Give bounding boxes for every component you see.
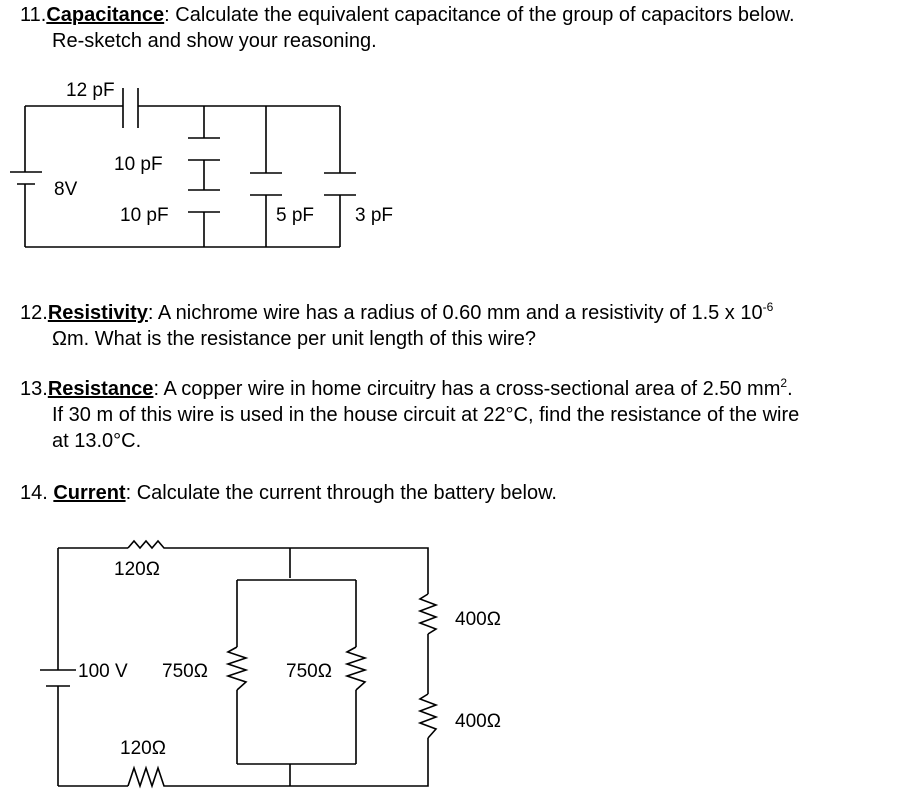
resistor-400-top-zigzag	[420, 594, 436, 634]
capacitor-circuit	[0, 0, 910, 300]
question-14	[20, 480, 557, 506]
label-battery-8v: 8V	[54, 179, 78, 200]
label-750-mid: 750Ω	[286, 661, 332, 682]
question-text-cont: If 30 m of this wire is used in the house circuit at 22°C, find the resistance of the wire	[52, 404, 800, 426]
wire	[58, 548, 428, 594]
question-text: : Calculate the current through the battery below.	[125, 482, 557, 504]
resistor-750-left-zigzag	[228, 647, 246, 690]
question-keyword: Resistance	[47, 378, 154, 400]
resistor-750-mid-zigzag	[347, 647, 365, 690]
question-number: 13.	[20, 378, 48, 400]
label-3pf: 3 pF	[355, 205, 394, 226]
label-10pf-lower: 10 pF	[120, 205, 169, 226]
label-12pf: 12 pF	[66, 80, 115, 101]
question-12	[20, 300, 773, 352]
label-400-top: 400Ω	[455, 609, 501, 630]
exponent: 2	[780, 376, 788, 390]
question-text: : A copper wire in home circuitry has a cross-sectional area of 2.50 mm	[153, 378, 781, 400]
label-battery-100v: 100 V	[78, 661, 128, 682]
resistor-120-bottom-zigzag	[128, 768, 168, 786]
wire	[237, 548, 356, 786]
question-13	[20, 376, 799, 454]
label-120-top: 120Ω	[114, 559, 160, 580]
label-400-bottom: 400Ω	[455, 711, 501, 732]
battery-symbol	[10, 172, 42, 184]
question-keyword: Capacitance	[46, 4, 165, 26]
question-text: : Calculate the equivalent capacitance of the group of capacitors below.	[164, 4, 795, 26]
question-keyword: Resistivity	[47, 302, 148, 324]
label-120-bottom: 120Ω	[120, 738, 166, 759]
label-750-left: 750Ω	[162, 661, 208, 682]
question-text-cont: Ωm. What is the resistance per unit length of this wire?	[52, 328, 537, 350]
question-text-end: .	[787, 378, 793, 400]
question-keyword: Current	[53, 482, 126, 504]
question-text-cont: at 13.0°C.	[52, 430, 142, 452]
question-number: 12.	[20, 302, 48, 324]
question-number: 11.	[20, 4, 47, 26]
label-5pf: 5 pF	[276, 205, 315, 226]
label-10pf-upper: 10 pF	[114, 154, 163, 175]
question-number: 14.	[20, 482, 54, 504]
wire	[58, 738, 428, 786]
exponent: -6	[762, 300, 774, 314]
battery-symbol	[40, 670, 76, 686]
capacitor-3pf-plates	[324, 173, 356, 195]
capacitor-5pf-plates	[250, 173, 282, 195]
resistor-400-bottom-zigzag	[420, 694, 436, 738]
capacitor-12pf-plates	[123, 88, 138, 128]
resistor-120-top-zigzag	[128, 541, 168, 548]
question-text: : A nichrome wire has a radius of 0.60 mm and a resistivity of 1.5 x 10	[147, 302, 763, 324]
question-text-cont: Re-sketch and show your reasoning.	[52, 30, 377, 52]
